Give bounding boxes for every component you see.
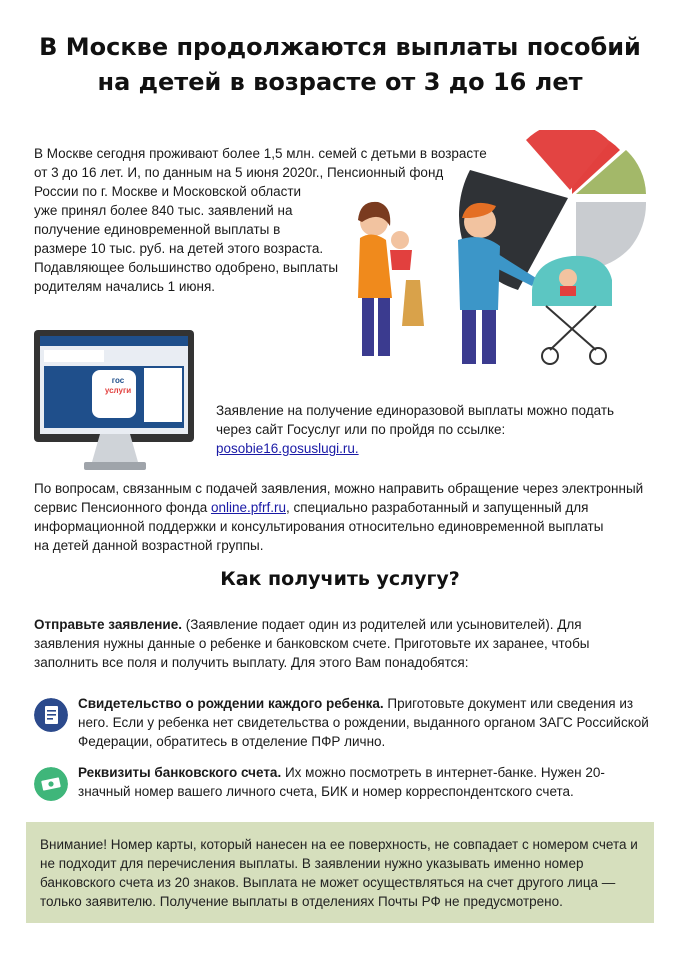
intro-line: В Москве сегодня проживают более 1,5 млн. семей с детьми в возрасте [34, 146, 487, 161]
item-line: Федерации, обратитесь в отделение ПФР лично. [78, 734, 386, 749]
item-bold: Свидетельство о рождении каждого ребенка. [78, 696, 384, 711]
questions-paragraph [34, 479, 654, 555]
notice-line: банковского счета из 20 знаков. Выплата не может осуществляться на счет другого лица — [40, 875, 616, 890]
gosuslugi-logo [98, 376, 138, 396]
apply-paragraph [216, 401, 636, 458]
item-bold: Реквизиты банковского счета. [78, 765, 282, 780]
questions-line [34, 498, 654, 517]
send-line [34, 615, 654, 634]
send-line: заявления нужны данные о ребенке и банковском счете. Приготовьте их заранее, чтобы [34, 636, 590, 651]
notice-line: Внимание! Номер карты, который нанесен на ее поверхность, не совпадает с номером счета и [40, 837, 638, 852]
document-icon [34, 698, 68, 732]
intro-line: размере 10 тыс. руб. на детей этого возраста. [34, 241, 324, 256]
item-text: Их можно посмотреть в интернет-банке. Нужен 20- [281, 765, 605, 780]
intro-line: Подавляющее большинство одобрено, выплаты [34, 260, 339, 275]
notice-line: не подходит для перечисления выплаты. В заявлении нужно указывать именно номер [40, 856, 584, 871]
logo-text: услуги [104, 386, 132, 395]
title-line-2: на детей в возрасте от 3 до 16 лет [97, 68, 583, 96]
money-icon [34, 767, 68, 801]
item-line [78, 694, 658, 713]
questions-line: По вопросам, связанным с подачей заявления, можно направить обращение через электронный [34, 481, 644, 496]
notice-line: только заявителю. Получение выплаты в отделениях Почты РФ не предусмотрено. [40, 894, 563, 909]
item-text: Приготовьте документ или сведения из [383, 696, 634, 711]
page-title [20, 30, 660, 100]
intro-line: получение единовременной выплаты в [34, 222, 281, 237]
item-line [78, 763, 658, 782]
intro-line: от 3 до 16 лет. И, по данным на 5 июня 2020г., Пенсионный фонд [34, 165, 444, 180]
item-line: значный номер вашего личного счета, БИК и номер корреспондентского счета. [78, 784, 574, 799]
how-heading: Как получить услугу? [220, 568, 460, 590]
send-line: заполнить все поля и получить выплату. Для этого Вам понадобятся: [34, 655, 469, 670]
questions-line: информационной поддержки и консультирования относительно единовременной выплаты [34, 519, 604, 534]
logo-text: гос [111, 376, 125, 385]
title-line-1: В Москве продолжаются выплаты пособий [39, 33, 641, 61]
notice-box [26, 822, 654, 923]
questions-line: на детей данной возрастной группы. [34, 538, 264, 553]
intro-line: уже принял более 840 тыс. заявлений на [34, 203, 293, 218]
gosuslugi-link[interactable]: posobie16.gosuslugi.ru. [216, 441, 359, 456]
apply-line: Заявление на получение единоразовой выплаты можно подать [216, 403, 615, 418]
intro-line: родителям начались 1 июня. [34, 279, 216, 294]
questions-text: сервис Пенсионного фонда [34, 500, 211, 515]
send-text: (Заявление подает один из родителей или усыновителей). Для [181, 617, 582, 632]
send-bold: Отправьте заявление. [34, 617, 182, 632]
pfrf-link[interactable]: online.pfrf.ru [210, 500, 287, 515]
questions-text: , специально разработанный и запущенный для [286, 500, 589, 515]
item-line: него. Если у ребенка нет свидетельства о рождении, выданного органом ЗАГС Российской [78, 715, 649, 730]
family-illustration [350, 130, 650, 380]
stroller-figure [532, 256, 612, 364]
apply-line: через сайт Госуслуг или по пройдя по ссылке: [216, 422, 506, 437]
intro-line: России по г. Москве и Московской области [34, 184, 302, 199]
monitor-illustration [34, 330, 196, 485]
send-paragraph [34, 615, 654, 672]
mother-figure [358, 202, 424, 356]
